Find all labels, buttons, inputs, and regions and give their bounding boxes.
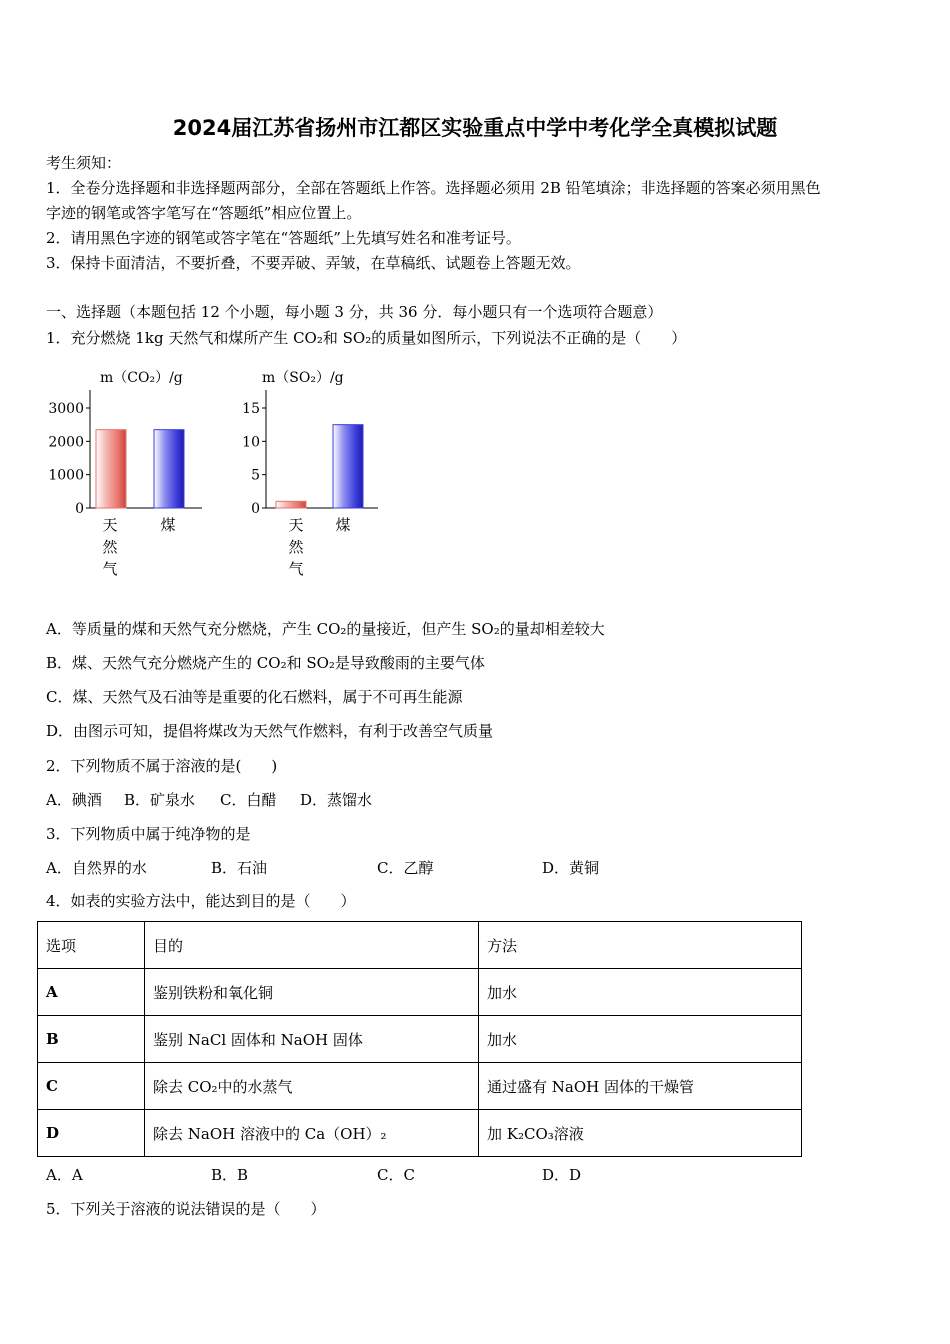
q4-option-d: D．D (542, 1166, 582, 1184)
q2-option-b: B．矿泉水 (124, 791, 196, 809)
y-tick-label: 5 (251, 467, 260, 484)
table-row (38, 1063, 802, 1110)
row-method: 加水 (479, 969, 802, 1016)
y-tick-label: 15 (242, 401, 260, 417)
table-row (38, 969, 802, 1016)
q3-option-c: C．乙醇 (377, 859, 434, 877)
bar-coal (154, 430, 184, 508)
bar-coal (333, 425, 363, 508)
y-tick-label: 3000 (48, 401, 84, 417)
q2-option-c: C．白醋 (220, 791, 277, 809)
section-heading: 一、选择题（本题包括 12 个小题，每小题 3 分，共 36 分．每小题只有一个选项符合题意） (46, 303, 663, 321)
row-option: D (38, 1110, 145, 1157)
q3-option-a: A．自然界的水 (46, 859, 147, 877)
category-label: 煤 (160, 516, 176, 534)
y-axis-label: m（SO₂）/g (262, 370, 344, 386)
y-axis-label: m（CO₂）/g (100, 370, 183, 386)
y-tick-label: 0 (251, 501, 260, 517)
row-option: C (38, 1063, 145, 1110)
row-method: 通过盛有 NaOH 固体的干燥管 (479, 1063, 802, 1110)
co2-chart (48, 370, 202, 578)
header-purpose: 目的 (145, 922, 479, 969)
q1-option-a: A．等质量的煤和天然气充分燃烧，产生 CO₂的量接近，但产生 SO₂的量却相差较大 (46, 620, 605, 638)
q3-option-d: D．黄铜 (542, 859, 600, 877)
q4-table (37, 921, 802, 1157)
q3-option-b: B．石油 (211, 859, 268, 877)
q1-option-c: C．煤、天然气及石油等是重要的化石燃料，属于不可再生能源 (46, 688, 463, 706)
bar-natural-gas (96, 430, 126, 508)
notice-item: 字迹的钢笔或答字笔写在“答题纸”相应位置上。 (46, 204, 362, 222)
category-label: 煤 (335, 516, 351, 534)
so2-chart (242, 370, 378, 578)
q3-stem: 3．下列物质中属于纯净物的是 (46, 825, 251, 843)
q1-option-b: B．煤、天然气充分燃烧产生的 CO₂和 SO₂是导致酸雨的主要气体 (46, 654, 485, 672)
row-purpose: 除去 NaOH 溶液中的 Ca（OH）₂ (145, 1110, 479, 1157)
header-method: 方法 (479, 922, 802, 969)
q2-stem: 2．下列物质不属于溶液的是( ) (46, 757, 278, 775)
row-purpose: 鉴别铁粉和氧化铜 (145, 969, 479, 1016)
category-label: 天然气 (102, 516, 118, 578)
notice-item: 3．保持卡面清洁，不要折叠，不要弄破、弄皱，在草稿纸、试题卷上答题无效。 (46, 254, 581, 272)
q1-option-d: D．由图示可知，提倡将煤改为天然气作燃料，有利于改善空气质量 (46, 722, 494, 740)
q2-option-a: A．碘酒 (46, 791, 102, 809)
notice-heading: 考生须知： (46, 154, 122, 172)
bar-natural-gas (276, 501, 306, 508)
page-title: 2024届江苏省扬州市江都区实验重点中学中考化学全真模拟试题 (172, 116, 778, 140)
table-header-row (38, 922, 802, 969)
y-tick-label: 10 (242, 434, 260, 451)
table-row (38, 1016, 802, 1063)
q4-option-c: C．C (377, 1166, 415, 1184)
header-option: 选项 (38, 922, 145, 969)
row-method: 加水 (479, 1016, 802, 1063)
row-option: B (38, 1016, 145, 1063)
q4-option-a: A．A (46, 1166, 83, 1184)
q1-stem: 1．充分燃烧 1kg 天然气和煤所产生 CO₂和 SO₂的质量如图所示，下列说法不正确的是（ ） (46, 329, 687, 347)
notice-item: 1．全卷分选择题和非选择题两部分，全部在答题纸上作答。选择题必须用 2B 铅笔填涂；非选择题的答案必须用黑色 (46, 179, 821, 197)
row-purpose: 除去 CO₂中的水蒸气 (145, 1063, 479, 1110)
q2-option-d: D．蒸馏水 (300, 791, 373, 809)
y-tick-label: 0 (75, 501, 84, 517)
category-label: 天然气 (288, 516, 304, 578)
row-method: 加 K₂CO₃溶液 (479, 1110, 802, 1157)
row-option: A (38, 969, 145, 1016)
q1-charts (40, 360, 400, 590)
q5-stem: 5．下列关于溶液的说法错误的是（ ） (46, 1200, 326, 1218)
table-row (38, 1110, 802, 1157)
y-tick-label: 1000 (48, 467, 84, 484)
row-purpose: 鉴别 NaCl 固体和 NaOH 固体 (145, 1016, 479, 1063)
y-tick-label: 2000 (48, 434, 84, 451)
q4-option-b: B．B (211, 1166, 249, 1184)
q4-stem: 4．如表的实验方法中，能达到目的是（ ） (46, 892, 356, 910)
notice-item: 2．请用黑色字迹的钢笔或答字笔在“答题纸”上先填写姓名和准考证号。 (46, 229, 521, 247)
